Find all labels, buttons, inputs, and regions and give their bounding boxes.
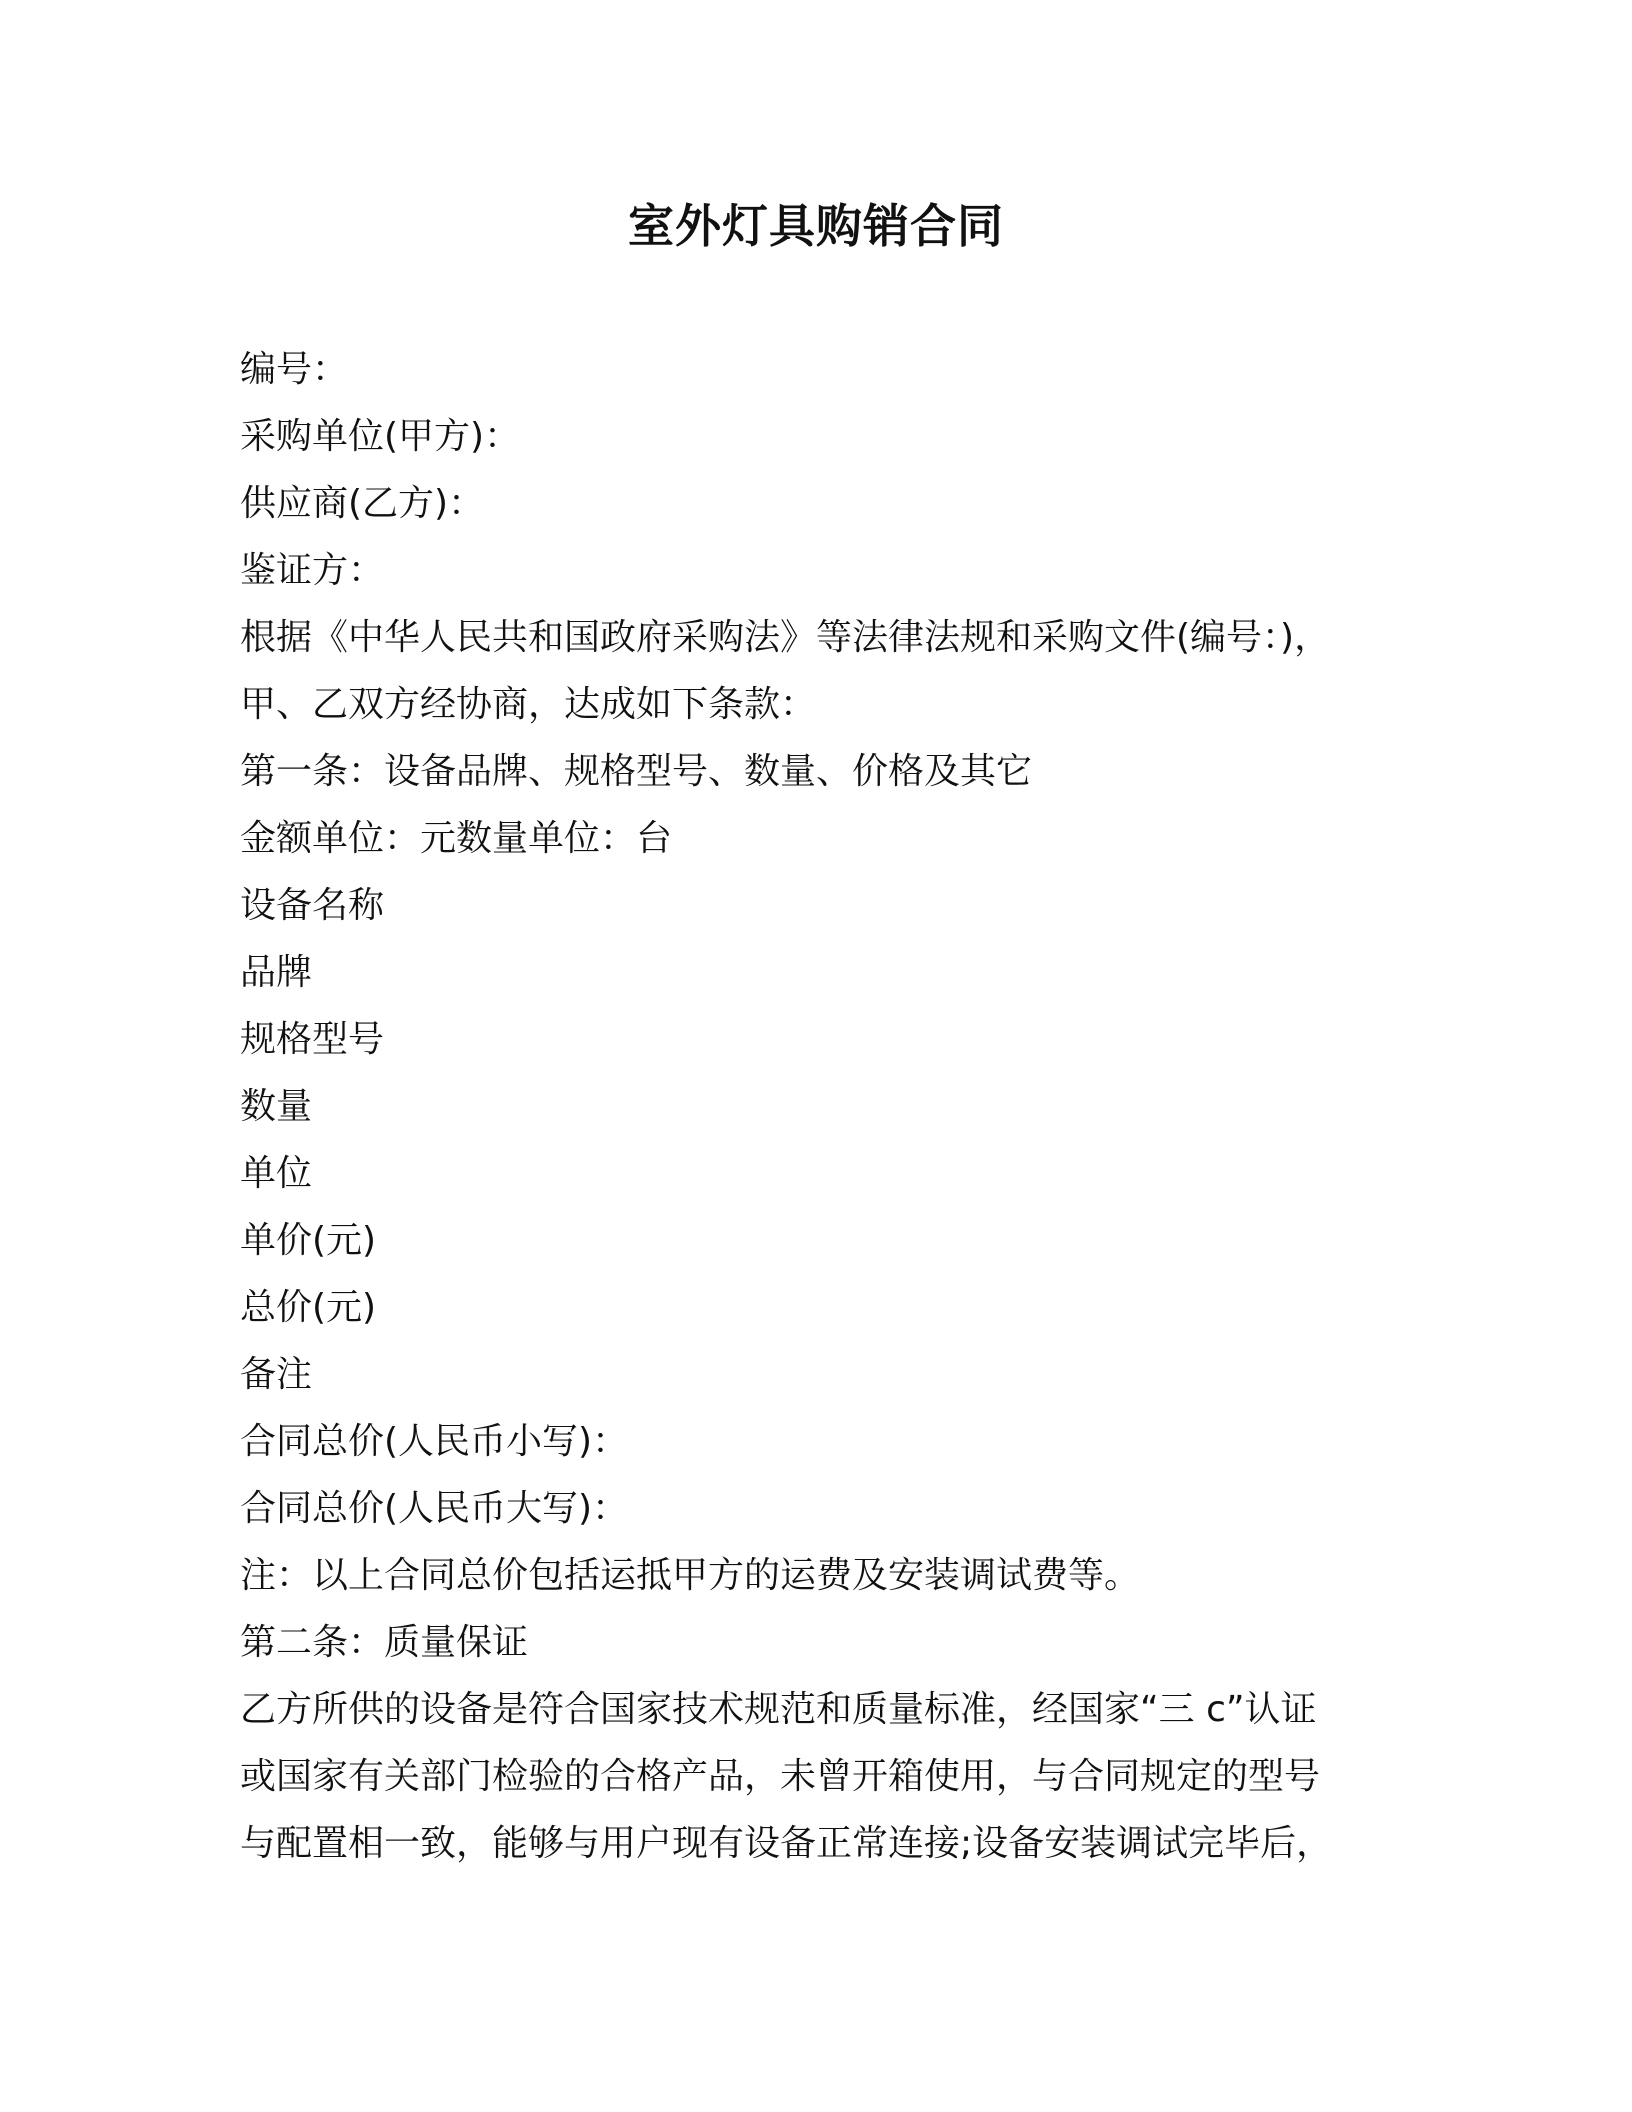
field-contract-number: 编号： <box>240 349 349 390</box>
total-price-lowercase: 合同总价(人民币小写)： <box>240 1421 629 1462</box>
quality-paragraph-line-3: 与配置相一致，能够与用户现有设备正常连接;设备安装调试完毕后， <box>240 1823 1333 1864</box>
column-unit: 单位 <box>240 1153 313 1194</box>
column-remarks: 备注 <box>240 1354 313 1395</box>
column-quantity: 数量 <box>240 1086 313 1127</box>
column-equipment-name: 设备名称 <box>240 885 385 926</box>
article-1-heading: 第一条：设备品牌、规格型号、数量、价格及其它 <box>240 751 1033 792</box>
column-model: 规格型号 <box>240 1019 385 1060</box>
column-brand: 品牌 <box>240 952 313 993</box>
field-verifier: 鉴证方： <box>240 550 385 591</box>
field-purchaser: 采购单位(甲方)： <box>240 416 521 457</box>
article-2-heading: 第二条：质量保证 <box>240 1622 529 1663</box>
units-line: 金额单位：元数量单位：台 <box>240 818 673 859</box>
preamble-line-1: 根据《中华人民共和国政府采购法》等法律法规和采购文件(编号：)， <box>240 617 1331 658</box>
column-total-price: 总价(元) <box>240 1287 377 1328</box>
price-note: 注：以上合同总价包括运抵甲方的运费及安装调试费等。 <box>240 1555 1141 1596</box>
field-supplier: 供应商(乙方)： <box>240 483 485 524</box>
column-unit-price: 单价(元) <box>240 1220 377 1261</box>
document-title: 室外灯具购销合同 <box>628 199 1004 253</box>
quality-paragraph-line-1: 乙方所供的设备是符合国家技术规范和质量标准，经国家“三 c”认证 <box>240 1689 1317 1730</box>
total-price-uppercase: 合同总价(人民币大写)： <box>240 1488 629 1529</box>
quality-paragraph-line-2: 或国家有关部门检验的合格产品，未曾开箱使用，与合同规定的型号 <box>240 1756 1321 1797</box>
document-body <box>240 336 1390 1877</box>
preamble-line-2: 甲、乙双方经协商，达成如下条款： <box>240 684 817 725</box>
